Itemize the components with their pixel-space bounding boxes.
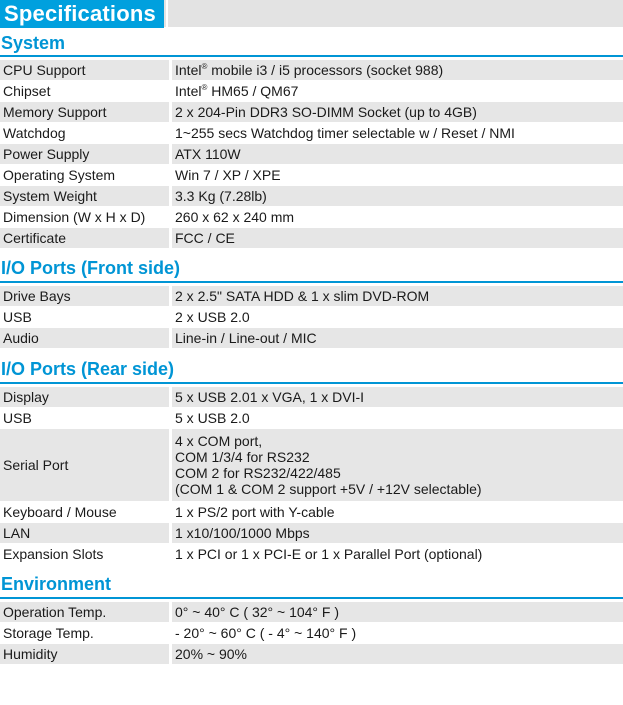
section-title-environment: Environment: [1, 574, 112, 594]
table-row: [0, 602, 623, 623]
row-label: Display: [0, 387, 172, 408]
serial-line-3: COM 2 for RS232/422/485: [175, 465, 341, 481]
row-value: Win 7 / XP / XPE: [172, 165, 623, 186]
table-row: [0, 286, 623, 307]
row-value: ATX 110W: [172, 144, 623, 165]
serial-line-1: 4 x COM port,: [175, 433, 263, 449]
spec-table-io-front: [0, 286, 623, 349]
spec-table-system: [0, 60, 623, 249]
row-label: Keyboard / Mouse: [0, 502, 172, 523]
table-row: [0, 186, 623, 207]
table-row: [0, 429, 623, 502]
row-value: Intel® mobile i3 / i5 processors (socket 988): [172, 60, 623, 81]
row-label: Operating System: [0, 165, 172, 186]
row-value: 1 x10/100/1000 Mbps: [172, 523, 623, 544]
row-label: Watchdog: [0, 123, 172, 144]
row-value: 2 x USB 2.0: [172, 307, 623, 328]
section-title-io-front: I/O Ports (Front side): [1, 258, 181, 278]
row-label: Dimension (W x H x D): [0, 207, 172, 228]
table-row: [0, 387, 623, 408]
table-row: [0, 623, 623, 644]
row-label: Storage Temp.: [0, 623, 172, 644]
row-value: 3.3 Kg (7.28lb): [172, 186, 623, 207]
row-label: Operation Temp.: [0, 602, 172, 623]
row-value: 20% ~ 90%: [172, 644, 623, 665]
table-row: [0, 81, 623, 102]
row-label: Memory Support: [0, 102, 172, 123]
row-value: Line-in / Line-out / MIC: [172, 328, 623, 349]
row-value: 1 x PS/2 port with Y-cable: [172, 502, 623, 523]
row-value: 5 x USB 2.0: [172, 408, 623, 429]
serial-line-4: (COM 1 & COM 2 support +5V / +12V selectable): [175, 481, 482, 497]
row-value: 2 x 2.5" SATA HDD & 1 x slim DVD-ROM: [172, 286, 623, 307]
row-label: Power Supply: [0, 144, 172, 165]
row-label: Audio: [0, 328, 172, 349]
spec-table-io-rear: [0, 387, 623, 565]
row-label: Certificate: [0, 228, 172, 249]
row-label: Humidity: [0, 644, 172, 665]
row-value: 1 x PCI or 1 x PCI-E or 1 x Parallel Port (optional): [172, 544, 623, 565]
row-value: 5 x USB 2.01 x VGA, 1 x DVI-I: [172, 387, 623, 408]
table-row: [0, 165, 623, 186]
table-row: [0, 123, 623, 144]
section-rule-system: [0, 55, 623, 57]
section-title-io-rear: I/O Ports (Rear side): [1, 359, 175, 379]
page-title: Specifications: [0, 0, 164, 28]
row-value: 260 x 62 x 240 mm: [172, 207, 623, 228]
spec-header: [0, 0, 623, 28]
table-row: [0, 102, 623, 123]
row-value: Intel® HM65 / QM67: [172, 81, 623, 102]
table-row: [0, 544, 623, 565]
section-rule-io-rear: [0, 382, 623, 384]
header-separator: [166, 0, 168, 27]
table-row: [0, 502, 623, 523]
spec-table-environment: [0, 602, 623, 665]
row-value-multiline: [172, 429, 623, 502]
row-label: LAN: [0, 523, 172, 544]
row-label: CPU Support: [0, 60, 172, 81]
table-row: [0, 228, 623, 249]
table-row: [0, 328, 623, 349]
serial-line-2: COM 1/3/4 for RS232: [175, 449, 310, 465]
table-row: [0, 523, 623, 544]
row-label: Serial Port: [0, 429, 172, 502]
table-row: [0, 60, 623, 81]
row-value: 0° ~ 40° C ( 32° ~ 104° F ): [172, 602, 623, 623]
row-label: Expansion Slots: [0, 544, 172, 565]
table-row: [0, 307, 623, 328]
row-value: FCC / CE: [172, 228, 623, 249]
row-value: 1~255 secs Watchdog timer selectable w / Reset / NMI: [172, 123, 623, 144]
section-title-system: System: [1, 33, 66, 53]
row-label: USB: [0, 408, 172, 429]
row-value: - 20° ~ 60° C ( - 4° ~ 140° F ): [172, 623, 623, 644]
row-label: USB: [0, 307, 172, 328]
row-label: Chipset: [0, 81, 172, 102]
row-value: 2 x 204-Pin DDR3 SO-DIMM Socket (up to 4GB): [172, 102, 623, 123]
table-row: [0, 144, 623, 165]
row-label: System Weight: [0, 186, 172, 207]
section-rule-io-front: [0, 281, 623, 283]
table-row: [0, 408, 623, 429]
table-row: [0, 207, 623, 228]
section-rule-environment: [0, 597, 623, 599]
table-row: [0, 644, 623, 665]
row-label: Drive Bays: [0, 286, 172, 307]
